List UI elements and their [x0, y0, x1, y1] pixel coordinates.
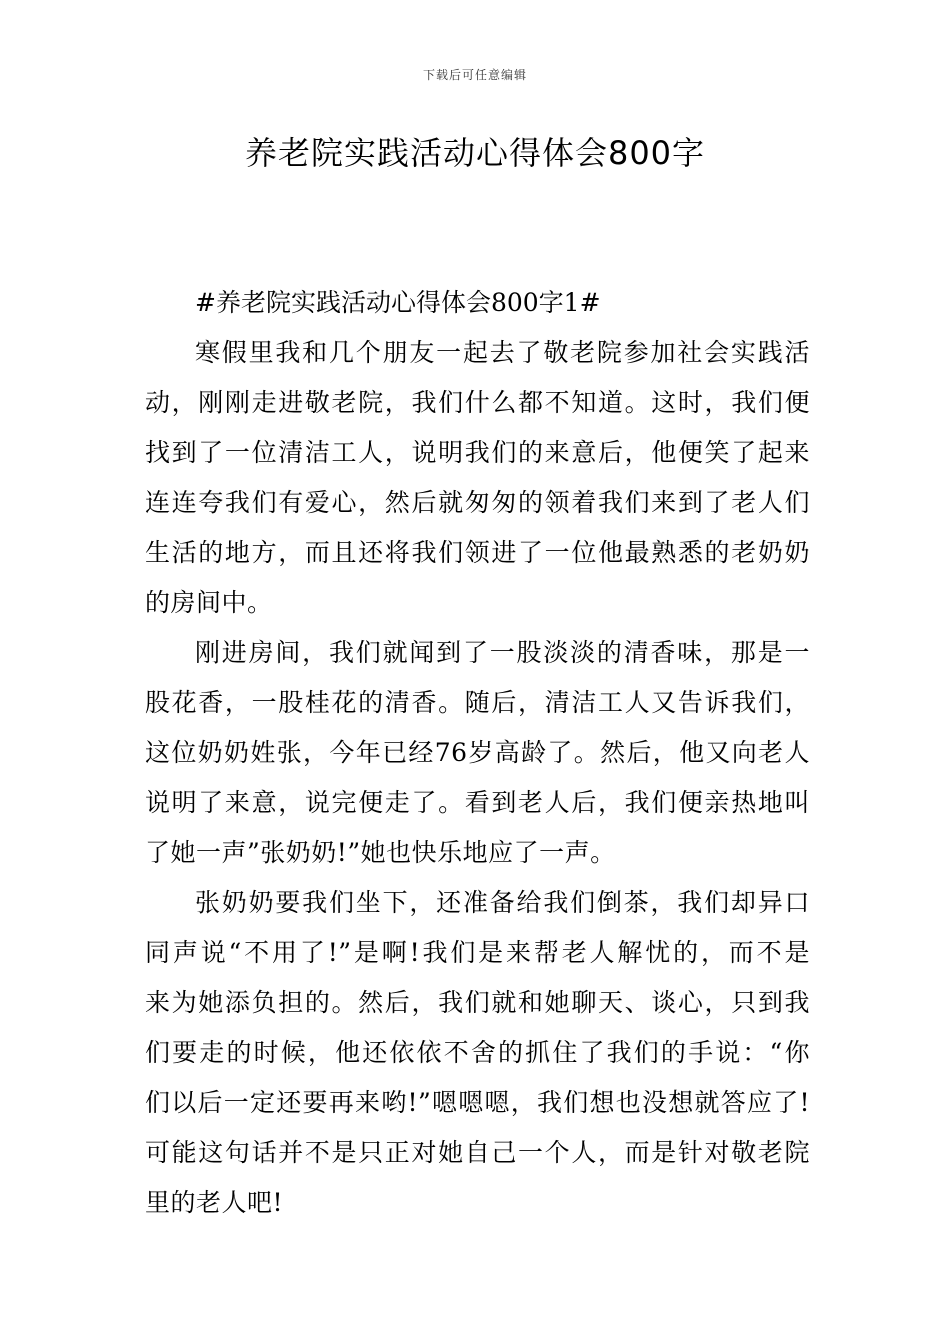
paragraph-line: 了她一声”张奶奶!”她也快乐地应了一声。: [145, 838, 616, 867]
document-title: 养老院实践活动心得体会800字: [244, 134, 706, 172]
paragraph-line: 们以后一定还要再来哟!”嗯嗯嗯，我们想也没想就答应了!: [145, 1088, 810, 1117]
paragraph-3: [145, 878, 810, 1228]
paragraph-line: 的房间中。: [145, 588, 273, 617]
paragraph-line: 找到了一位清洁工人，说明我们的来意后，他便笑了起来: [145, 438, 810, 467]
paragraph-line: 寒假里我和几个朋友一起去了敬老院参加社会实践活: [195, 338, 810, 367]
paragraph-line: 里的老人吧!: [145, 1188, 284, 1217]
section-subheading: #养老院实践活动心得体会800字1#: [195, 288, 601, 317]
paragraph-line: 股花香，一股桂花的清香。随后，清洁工人又告诉我们，: [145, 688, 810, 717]
paragraph-line: 这位奶奶姓张，今年已经76岁高龄了。然后，他又向老人: [145, 738, 810, 767]
header-note: 下载后可任意编辑: [422, 68, 527, 82]
paragraph-line: 连连夸我们有爱心，然后就匆匆的领着我们来到了老人们: [145, 488, 810, 517]
document-body: [145, 278, 810, 1228]
paragraph-line: 张奶奶要我们坐下，还准备给我们倒茶，我们却异口: [195, 888, 810, 917]
paragraph-2: [145, 628, 810, 878]
paragraph-line: 说明了来意，说完便走了。看到老人后，我们便亲热地叫: [145, 788, 810, 817]
paragraph-line: 刚进房间，我们就闻到了一股淡淡的清香味，那是一: [195, 638, 810, 667]
paragraph-1: [145, 328, 810, 628]
paragraph-line: 们要走的时候，他还依依不舍的抓住了我们的手说：“你: [145, 1038, 810, 1067]
paragraph-line: 动，刚刚走进敬老院，我们什么都不知道。这时，我们便: [145, 388, 810, 417]
paragraph-line: 同声说“不用了!”是啊!我们是来帮老人解忧的，而不是: [145, 938, 810, 967]
paragraph-line: 来为她添负担的。然后，我们就和她聊天、谈心，只到我: [145, 988, 810, 1017]
paragraph-line: 生活的地方，而且还将我们领进了一位他最熟悉的老奶奶: [145, 538, 810, 567]
paragraph-line: 可能这句话并不是只正对她自己一个人，而是针对敬老院: [145, 1138, 810, 1167]
